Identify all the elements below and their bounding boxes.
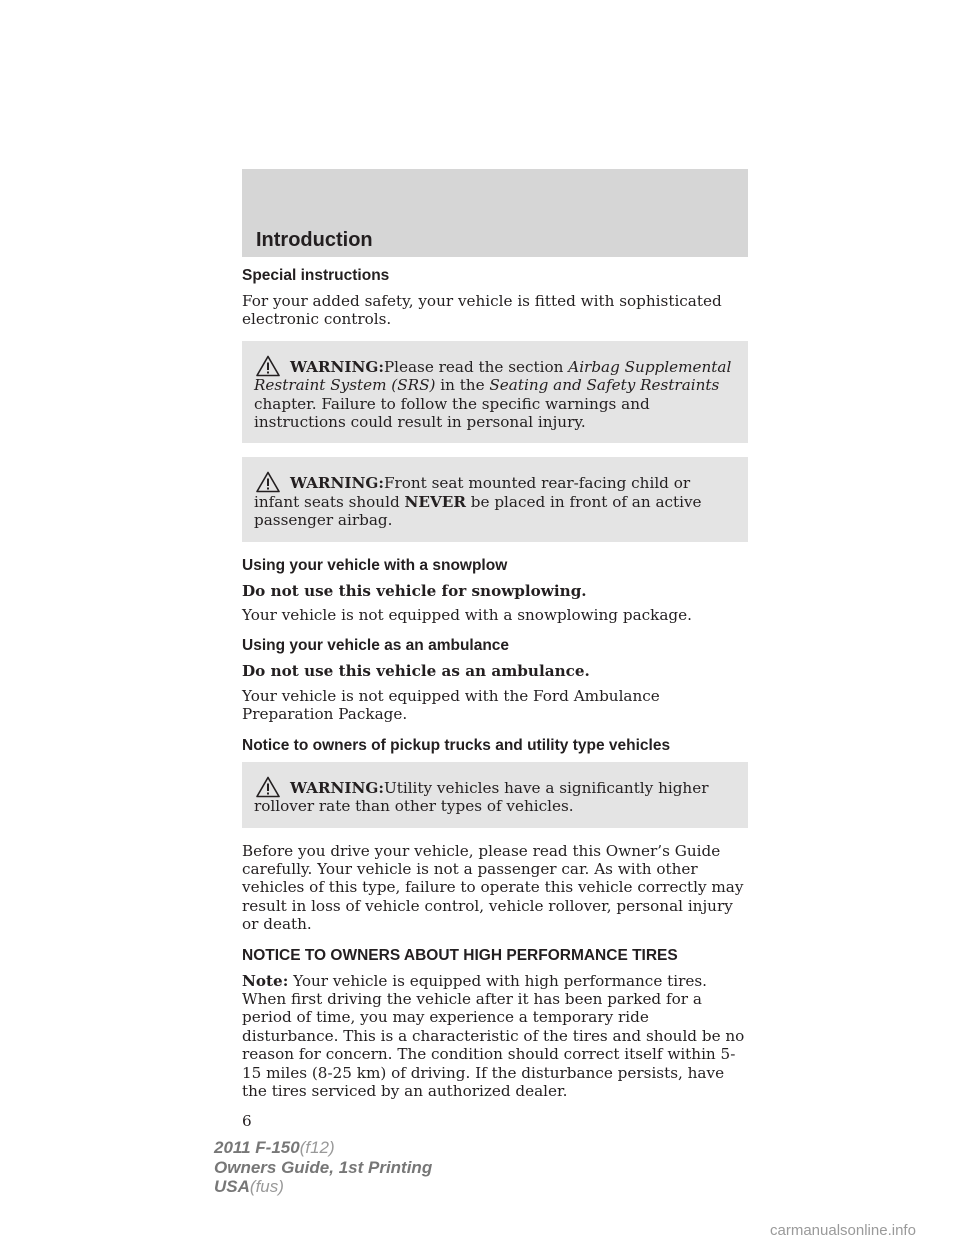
heading-special-instructions: Special instructions [242, 267, 390, 284]
footer-model: 2011 F-150 [214, 1138, 300, 1157]
footer-market-code: (fus) [249, 1177, 284, 1196]
footer-printing: Owners Guide, 1st Printing [214, 1157, 433, 1177]
footer-line-1 [214, 1138, 432, 1158]
footer-line-2 [214, 1158, 432, 1178]
snowplow-text: Your vehicle is not equipped with a snowplowing package. [242, 606, 692, 625]
heading-pickup-notice: Notice to owners of pickup trucks and utility type vehicles [242, 736, 671, 754]
heading-ambulance: Using your vehicle as an ambulance [242, 637, 510, 655]
heading-snowplow: Using your vehicle with a snowplow [242, 556, 508, 574]
ambulance-text: Your vehicle is not equipped with the Ford Ambulance Preparation Package. [242, 686, 660, 724]
warning-box-airbag [242, 341, 748, 444]
warning-emphasis: NEVER [404, 492, 466, 511]
page-content [242, 266, 748, 1130]
section-header [242, 169, 748, 257]
warning-text: Front seat mounted rear-facing child or infant seats should [254, 474, 691, 511]
warning-label: WARNING: [290, 357, 384, 376]
warning-ref-seating: Seating and Safety Restraints [489, 376, 720, 395]
page-title: Introduction [256, 229, 373, 251]
warning-label: WARNING: [290, 474, 384, 493]
warning-text: in the [435, 376, 490, 395]
warning-triangle-icon [256, 776, 280, 798]
warning-box-rollover [242, 762, 748, 828]
warning-text: be placed in front of an active passenger airbag. [254, 492, 702, 530]
ambulance-bold-statement: Do not use this vehicle as an ambulance. [242, 662, 590, 681]
snowplow-bold-statement: Do not use this vehicle for snowplowing. [242, 581, 587, 600]
tires-note [242, 972, 748, 1101]
tires-text: Your vehicle is equipped with high performance tires. When first driving the vehicle after it has been parked for a period of time, you may experience a temporary ride disturbance. This is a characteristic of the tires and should be no reason for concern. The condition should correct itself within 5-15 miles (8-25 km) of driving. If the disturbance persists, have the tires serviced by an authorized dealer. [242, 971, 745, 1100]
warning-triangle-icon [256, 355, 280, 377]
heading-tires-notice: NOTICE TO OWNERS ABOUT HIGH PERFORMANCE TIRES [242, 946, 678, 964]
special-intro: For your added safety, your vehicle is fitted with sophisticated electronic controls. [242, 292, 722, 329]
warning-text: Please read the section [383, 357, 569, 376]
warning-text: Utility vehicles have a significantly higher rollover rate than other types of vehicles. [254, 778, 709, 816]
print-footer [214, 1138, 432, 1197]
footer-model-code: (f12) [299, 1138, 335, 1157]
note-label: Note: [242, 971, 289, 990]
warning-triangle-icon [256, 471, 280, 493]
page-number: 6 [242, 1112, 252, 1131]
warning-box-child-seat [242, 457, 748, 541]
warning-text: chapter. Failure to follow the specific warnings and instructions could result in personal injury. [254, 394, 650, 432]
pickup-text: Before you drive your vehicle, please read this Owner’s Guide carefully. Your vehicle is not a passenger car. As with other vehicles of this type, failure to operate this vehicle correctly may result in loss of vehicle control, vehicle rollover, personal injury or death. [242, 841, 744, 934]
footer-market: USA [214, 1177, 250, 1196]
warning-ref-airbag: Airbag Supplemental Restraint System (SRS) [254, 357, 732, 395]
footer-line-3 [214, 1177, 432, 1197]
warning-label: WARNING: [290, 778, 384, 797]
watermark: carmanualsonline.info [770, 1222, 916, 1239]
